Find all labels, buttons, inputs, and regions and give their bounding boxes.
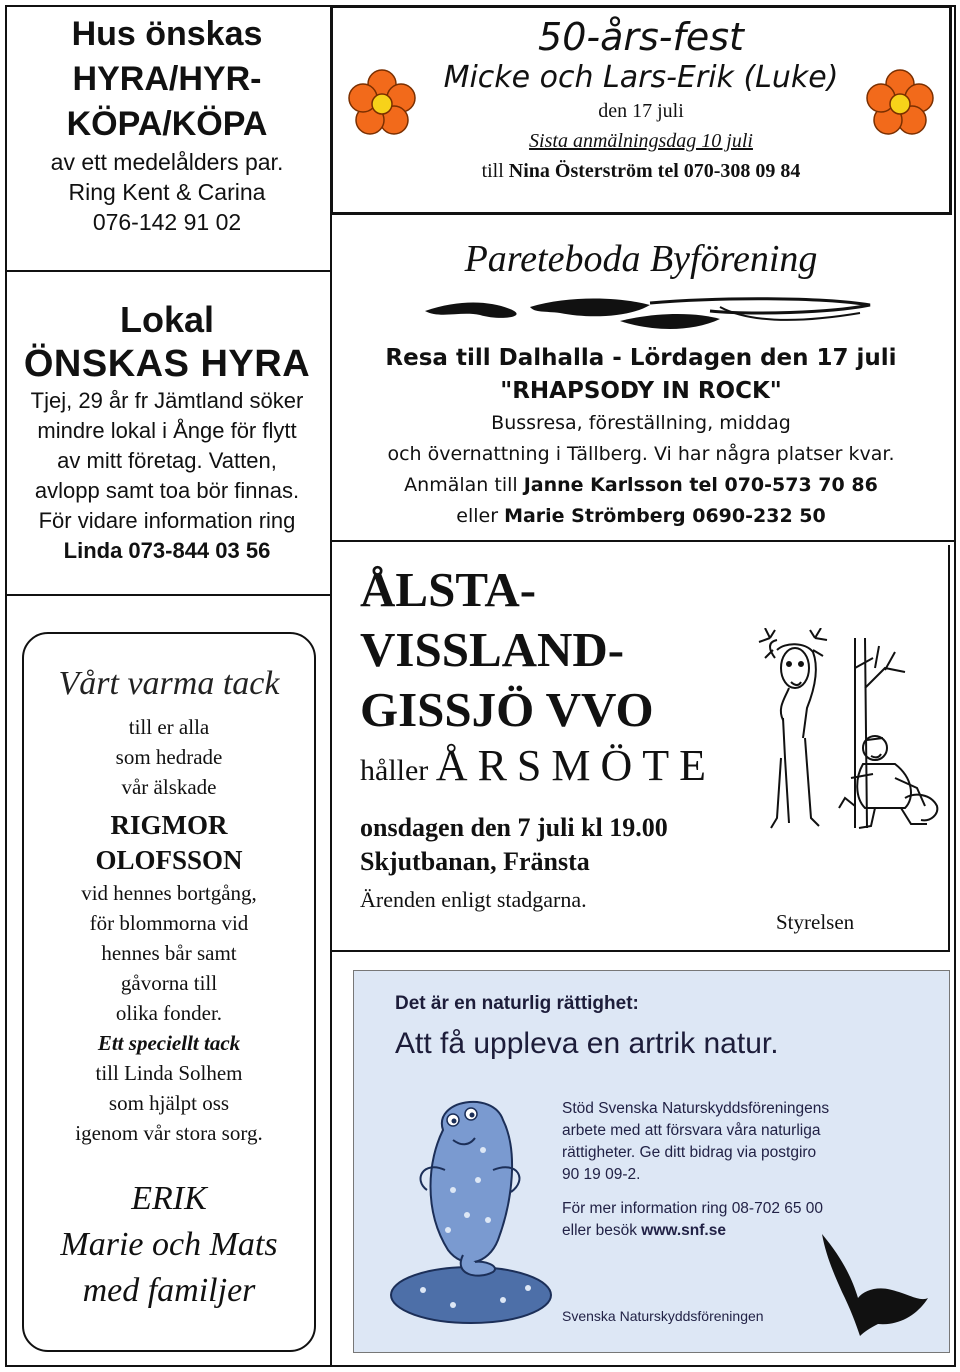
meeting-holds: håller [360, 754, 429, 787]
ad-house-title-line: HYRA/HYR- [72, 60, 262, 98]
thanks-notice [22, 662, 316, 1314]
meeting-org-title: ÅLSTA-VISSLAND- [360, 562, 625, 677]
party-contact-name: Nina Österström tel 070-308 09 84 [508, 160, 801, 182]
snf-visit-prefix: eller besök [562, 1222, 642, 1239]
meeting-org-title: GISSJÖ VVO [360, 682, 654, 737]
thanks-text: till er alla [128, 715, 210, 739]
thanks-signature: Marie och Mats [60, 1226, 278, 1263]
snf-text: 90 19 09-2. [562, 1166, 641, 1183]
thanks-text: gåvorna till [120, 971, 218, 995]
ad-lokal-text: Tjej, 29 år fr Jämtland söker [30, 388, 304, 413]
party-title: 50-års-fest [538, 15, 744, 59]
ad-house-contact: Ring Kent & Carina [68, 179, 266, 205]
thanks-title: Vårt varma tack [58, 665, 280, 702]
ad-house-wanted [8, 12, 326, 237]
snf-headline-small: Det är en naturlig rättighet: [395, 993, 639, 1014]
meeting-heading [360, 741, 780, 791]
ad-house-phone: 076-142 91 02 [92, 209, 242, 235]
snf-headline-large: Att få uppleva en artrik natur. [395, 1027, 779, 1060]
divider [5, 270, 330, 272]
trip-text: och övernattning i Tällberg. Vi har några platser kvar. [387, 443, 895, 465]
ad-lokal-text: För vidare information ring [38, 508, 296, 533]
thanks-signature: med familjer [82, 1272, 256, 1309]
deceased-name: RIGMOR [110, 810, 228, 840]
party-contact [330, 156, 952, 186]
association-name: Pareteboda Byförening [464, 238, 818, 280]
trip-contact-prefix: eller [456, 505, 505, 527]
thanks-text: till Linda Solhem [95, 1061, 243, 1085]
meeting-note: Ärenden enligt stadgarna. [360, 887, 587, 912]
annual-meeting-notice [360, 560, 780, 915]
meeting-place: Skjutbanan, Fränsta [360, 847, 590, 876]
thanks-text: hennes bår samt [101, 941, 237, 965]
moose-and-hunter-illustration [755, 628, 945, 833]
ad-lokal-subtitle: ÖNSKAS HYRA [23, 343, 311, 385]
trip-text: Bussresa, föreställning, middag [491, 412, 791, 434]
snf-spacer [562, 1186, 922, 1198]
ad-lokal-title: Lokal [119, 299, 215, 340]
thanks-text: olika fonder. [115, 1001, 223, 1025]
thanks-text: igenom vår stora sorg. [75, 1121, 263, 1145]
snf-text: Stöd Svenska Naturskyddsföreningens [562, 1100, 830, 1117]
trip-contact [330, 470, 952, 501]
trip-contact-name: Marie Strömberg 0690-232 50 [504, 505, 826, 527]
trip-title: Resa till Dalhalla - Lördagen den 17 juli [385, 345, 897, 371]
snf-url-link[interactable]: www.snf.se [641, 1222, 726, 1239]
snf-text: rättigheter. Ge ditt bidrag via postgiro [562, 1144, 817, 1161]
divider [330, 950, 950, 952]
meeting-event: ÅRSMÖTE [435, 741, 717, 790]
trip-notice [330, 342, 952, 532]
divider [330, 540, 956, 542]
party-notice [330, 14, 952, 186]
ad-lokal-text: mindre lokal i Ånge för flytt [37, 418, 297, 443]
snf-text: För mer information ring 08-702 65 00 [562, 1200, 824, 1217]
party-names: Micke och Lars-Erik (Luke) [443, 60, 839, 95]
ad-house-title-line: Hus önskas [71, 15, 263, 53]
thanks-text: vår älskade [121, 775, 217, 799]
thanks-text: vid hennes bortgång, [81, 881, 257, 905]
thanks-special: Ett speciellt tack [97, 1031, 241, 1055]
ad-lokal-phone: Linda 073-844 03 56 [63, 538, 271, 563]
snf-ad-body [562, 1098, 922, 1242]
thanks-signature: ERIK [131, 1180, 207, 1217]
thanks-text: som hjälpt oss [108, 1091, 230, 1115]
snf-text: arbete med att försvara våra naturliga [562, 1122, 821, 1139]
meeting-signature: Styrelsen [776, 910, 855, 934]
decorative-swoosh-icon [420, 293, 875, 335]
party-deadline: Sista anmälningsdag 10 juli [529, 130, 753, 152]
trip-contact [330, 501, 952, 532]
snf-ad-headline [395, 990, 915, 1070]
ad-house-sub: av ett medelålders par. [50, 149, 284, 175]
ad-lokal [8, 298, 326, 566]
ad-lokal-text: av mitt företag. Vatten, [57, 448, 277, 473]
snf-org-name: Svenska Naturskyddsföreningen [562, 1308, 764, 1324]
trip-contact-prefix: Anmälan till [404, 474, 524, 496]
divider [948, 545, 950, 950]
beaver-mascot-icon [383, 1090, 558, 1330]
village-association [330, 235, 952, 283]
swallow-logo-icon [812, 1228, 932, 1338]
ad-lokal-text: avlopp samt toa bör finnas. [34, 478, 300, 503]
deceased-name: OLOFSSON [95, 845, 243, 875]
meeting-date: onsdagen den 7 juli kl 19.00 [360, 813, 668, 842]
ad-house-title-line: KÖPA/KÖPA [66, 105, 268, 143]
divider [5, 594, 330, 596]
trip-contact-name: Janne Karlsson tel 070-573 70 86 [523, 474, 878, 496]
party-date: den 17 juli [598, 100, 684, 122]
thanks-text: för blommorna vid [89, 911, 249, 935]
thanks-text: som hedrade [115, 745, 223, 769]
trip-show: "RHAPSODY IN ROCK" [500, 378, 782, 404]
party-contact-prefix: till [481, 160, 509, 182]
